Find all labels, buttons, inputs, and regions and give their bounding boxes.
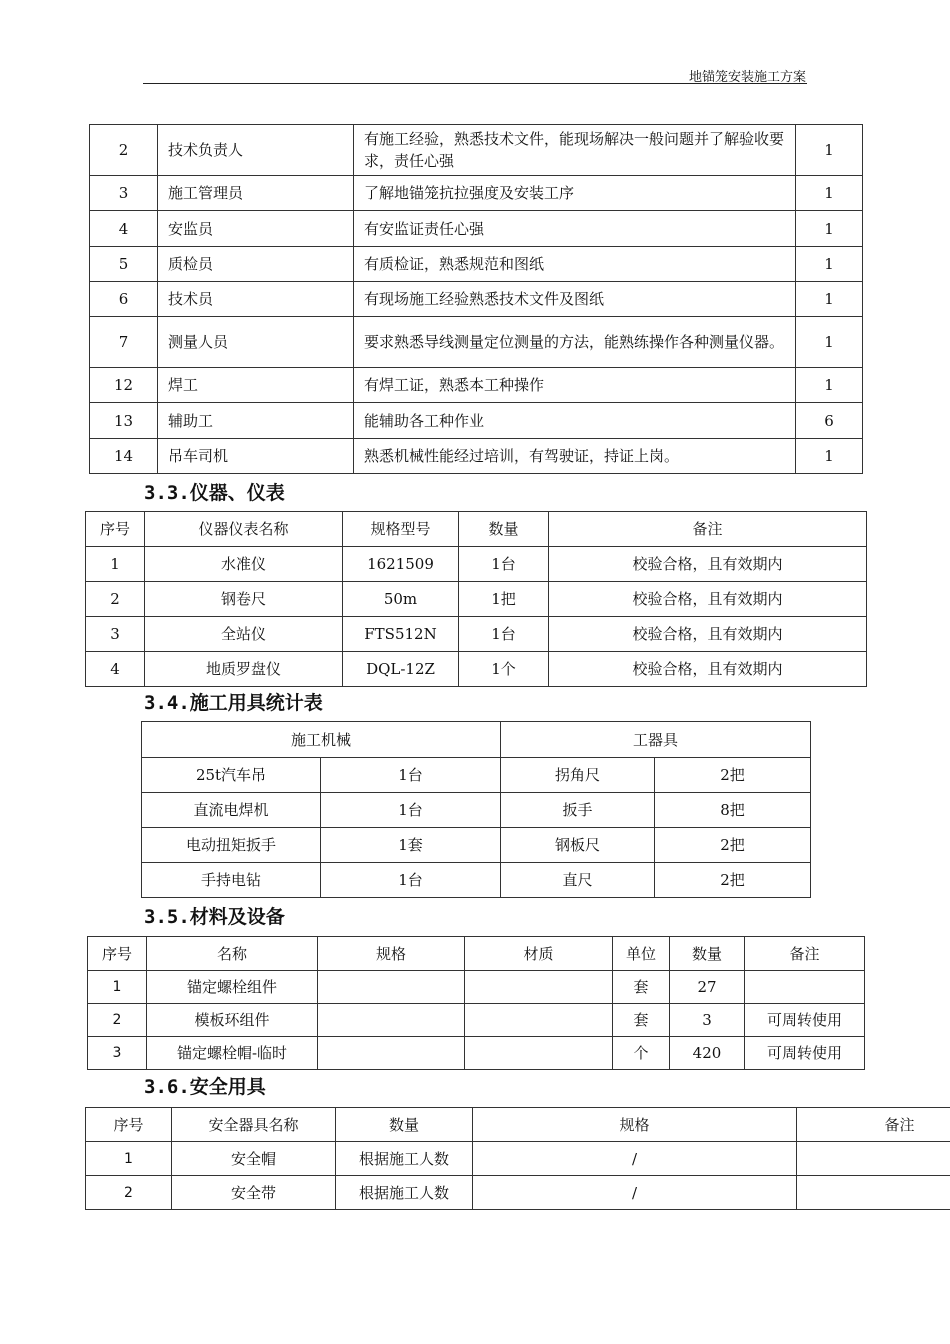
tools-header-row xyxy=(142,722,811,758)
column-header: 备注 xyxy=(549,512,867,547)
table-cell: 套 xyxy=(613,971,670,1004)
table-cell: 2把 xyxy=(655,828,811,863)
table-cell: 校验合格，且有效期内 xyxy=(549,652,867,687)
table-cell: / xyxy=(473,1176,797,1210)
column-header: 规格 xyxy=(473,1108,797,1142)
table-cell: 2 xyxy=(86,582,145,617)
table-cell: FTS512N xyxy=(343,617,459,652)
table-cell xyxy=(745,971,865,1004)
safety-row xyxy=(86,1142,950,1176)
column-header: 序号 xyxy=(88,937,147,971)
personnel-row xyxy=(90,176,863,211)
role-quantity: 1 xyxy=(796,125,863,176)
section-heading-instruments: 3.3.仪器、仪表 xyxy=(144,482,285,504)
personnel-row xyxy=(90,368,863,403)
section-heading-tools: 3.4.施工用具统计表 xyxy=(144,692,323,714)
role-quantity: 1 xyxy=(796,439,863,474)
personnel-row xyxy=(90,125,863,176)
role-quantity: 1 xyxy=(796,176,863,211)
role-name: 吊车司机 xyxy=(158,439,354,474)
table-cell: 锚定螺栓帽-临时 xyxy=(147,1037,318,1070)
table-cell: 钢卷尺 xyxy=(145,582,343,617)
instruments-row xyxy=(86,582,867,617)
table-cell: 4 xyxy=(86,652,145,687)
table-cell: 1套 xyxy=(321,828,501,863)
page-header-title: 地锚笼安装施工方案 xyxy=(688,70,806,85)
table-cell: 1 xyxy=(86,1142,172,1176)
table-cell: 拐角尺 xyxy=(501,758,655,793)
table-cell: 2把 xyxy=(655,863,811,898)
column-header: 施工机械 xyxy=(142,722,501,758)
instruments-table xyxy=(85,511,867,687)
role-name: 辅助工 xyxy=(158,403,354,439)
column-header: 单位 xyxy=(613,937,670,971)
column-header: 备注 xyxy=(797,1108,950,1142)
table-cell: 可周转使用 xyxy=(745,1037,865,1070)
role-requirement: 有安监证责任心强 xyxy=(354,211,796,247)
table-cell xyxy=(465,971,613,1004)
row-number: 12 xyxy=(90,368,158,403)
role-quantity: 6 xyxy=(796,403,863,439)
table-cell: 锚定螺栓组件 xyxy=(147,971,318,1004)
table-cell: 2 xyxy=(88,1004,147,1037)
safety-header-row xyxy=(86,1108,950,1142)
table-cell xyxy=(318,1004,465,1037)
role-requirement: 有施工经验，熟悉技术文件，能现场解决一般问题并了解验收要求，责任心强 xyxy=(354,125,796,176)
table-cell: 1台 xyxy=(459,617,549,652)
header-divider xyxy=(143,83,807,84)
column-header: 数量 xyxy=(336,1108,473,1142)
safety-table xyxy=(85,1107,950,1210)
table-cell: 8把 xyxy=(655,793,811,828)
table-cell: 420 xyxy=(670,1037,745,1070)
instruments-row xyxy=(86,617,867,652)
tools-table xyxy=(141,721,811,898)
instruments-header-row xyxy=(86,512,867,547)
table-cell: 50m xyxy=(343,582,459,617)
materials-table xyxy=(87,936,865,1070)
column-header: 序号 xyxy=(86,1108,172,1142)
table-cell: 3 xyxy=(86,617,145,652)
section-heading-safety: 3.6.安全用具 xyxy=(144,1076,266,1098)
table-cell: 1台 xyxy=(321,863,501,898)
row-number: 13 xyxy=(90,403,158,439)
column-header: 备注 xyxy=(745,937,865,971)
column-header: 序号 xyxy=(86,512,145,547)
role-quantity: 1 xyxy=(796,317,863,368)
table-cell: 3 xyxy=(88,1037,147,1070)
role-name: 质检员 xyxy=(158,247,354,282)
column-header: 工器具 xyxy=(501,722,811,758)
row-number: 4 xyxy=(90,211,158,247)
column-header: 规格型号 xyxy=(343,512,459,547)
table-cell: 根据施工人数 xyxy=(336,1176,473,1210)
column-header: 数量 xyxy=(459,512,549,547)
table-cell: 安全带 xyxy=(172,1176,336,1210)
table-cell: 27 xyxy=(670,971,745,1004)
table-cell: 地质罗盘仪 xyxy=(145,652,343,687)
materials-row xyxy=(88,1004,865,1037)
table-cell: 1621509 xyxy=(343,547,459,582)
table-cell: 1把 xyxy=(459,582,549,617)
personnel-row xyxy=(90,403,863,439)
row-number: 2 xyxy=(90,125,158,176)
table-cell: 25t汽车吊 xyxy=(142,758,321,793)
personnel-row xyxy=(90,211,863,247)
column-header: 数量 xyxy=(670,937,745,971)
table-cell: 可周转使用 xyxy=(745,1004,865,1037)
table-cell: 1个 xyxy=(459,652,549,687)
table-cell: 全站仪 xyxy=(145,617,343,652)
tools-row xyxy=(142,793,811,828)
personnel-table xyxy=(89,124,863,474)
materials-row xyxy=(88,971,865,1004)
table-cell: 2 xyxy=(86,1176,172,1210)
table-cell: 水准仪 xyxy=(145,547,343,582)
table-cell: 电动扭矩扳手 xyxy=(142,828,321,863)
column-header: 仪器仪表名称 xyxy=(145,512,343,547)
role-name: 技术负责人 xyxy=(158,125,354,176)
table-cell: 1台 xyxy=(321,793,501,828)
column-header: 名称 xyxy=(147,937,318,971)
role-requirement: 能辅助各工种作业 xyxy=(354,403,796,439)
table-cell xyxy=(318,1037,465,1070)
table-cell xyxy=(465,1004,613,1037)
row-number: 5 xyxy=(90,247,158,282)
table-cell: 校验合格，且有效期内 xyxy=(549,582,867,617)
role-name: 测量人员 xyxy=(158,317,354,368)
role-requirement: 了解地锚笼抗拉强度及安装工序 xyxy=(354,176,796,211)
role-requirement: 熟悉机械性能经过培训，有驾驶证，持证上岗。 xyxy=(354,439,796,474)
role-requirement: 有焊工证，熟悉本工种操作 xyxy=(354,368,796,403)
table-cell: 校验合格，且有效期内 xyxy=(549,617,867,652)
table-cell: 安全帽 xyxy=(172,1142,336,1176)
table-cell: 2把 xyxy=(655,758,811,793)
role-quantity: 1 xyxy=(796,368,863,403)
table-cell: 手持电钻 xyxy=(142,863,321,898)
materials-header-row xyxy=(88,937,865,971)
personnel-row xyxy=(90,282,863,317)
table-cell: 个 xyxy=(613,1037,670,1070)
table-cell: 1台 xyxy=(459,547,549,582)
table-cell xyxy=(797,1176,950,1210)
table-cell xyxy=(797,1142,950,1176)
table-cell xyxy=(318,971,465,1004)
table-cell xyxy=(465,1037,613,1070)
role-name: 安监员 xyxy=(158,211,354,247)
table-cell: 直流电焊机 xyxy=(142,793,321,828)
row-number: 7 xyxy=(90,317,158,368)
table-cell: 套 xyxy=(613,1004,670,1037)
role-requirement: 要求熟悉导线测量定位测量的方法，能熟练操作各种测量仪器。 xyxy=(354,317,796,368)
table-cell: 钢板尺 xyxy=(501,828,655,863)
section-heading-materials: 3.5.材料及设备 xyxy=(144,906,285,928)
role-name: 施工管理员 xyxy=(158,176,354,211)
role-requirement: 有现场施工经验熟悉技术文件及图纸 xyxy=(354,282,796,317)
instruments-row xyxy=(86,652,867,687)
role-name: 技术员 xyxy=(158,282,354,317)
column-header: 材质 xyxy=(465,937,613,971)
personnel-row xyxy=(90,317,863,368)
table-cell: 校验合格，且有效期内 xyxy=(549,547,867,582)
role-requirement: 有质检证，熟悉规范和图纸 xyxy=(354,247,796,282)
role-quantity: 1 xyxy=(796,282,863,317)
table-cell: DQL-12Z xyxy=(343,652,459,687)
instruments-row xyxy=(86,547,867,582)
role-quantity: 1 xyxy=(796,247,863,282)
row-number: 6 xyxy=(90,282,158,317)
safety-row xyxy=(86,1176,950,1210)
tools-row xyxy=(142,828,811,863)
table-cell: 根据施工人数 xyxy=(336,1142,473,1176)
tools-row xyxy=(142,863,811,898)
column-header: 规格 xyxy=(318,937,465,971)
row-number: 3 xyxy=(90,176,158,211)
table-cell: 1台 xyxy=(321,758,501,793)
materials-row xyxy=(88,1037,865,1070)
table-cell: / xyxy=(473,1142,797,1176)
column-header: 安全器具名称 xyxy=(172,1108,336,1142)
table-cell: 1 xyxy=(88,971,147,1004)
personnel-row xyxy=(90,247,863,282)
tools-row xyxy=(142,758,811,793)
table-cell: 扳手 xyxy=(501,793,655,828)
table-cell: 模板环组件 xyxy=(147,1004,318,1037)
table-cell: 1 xyxy=(86,547,145,582)
role-quantity: 1 xyxy=(796,211,863,247)
row-number: 14 xyxy=(90,439,158,474)
personnel-row xyxy=(90,439,863,474)
role-name: 焊工 xyxy=(158,368,354,403)
table-cell: 直尺 xyxy=(501,863,655,898)
table-cell: 3 xyxy=(670,1004,745,1037)
